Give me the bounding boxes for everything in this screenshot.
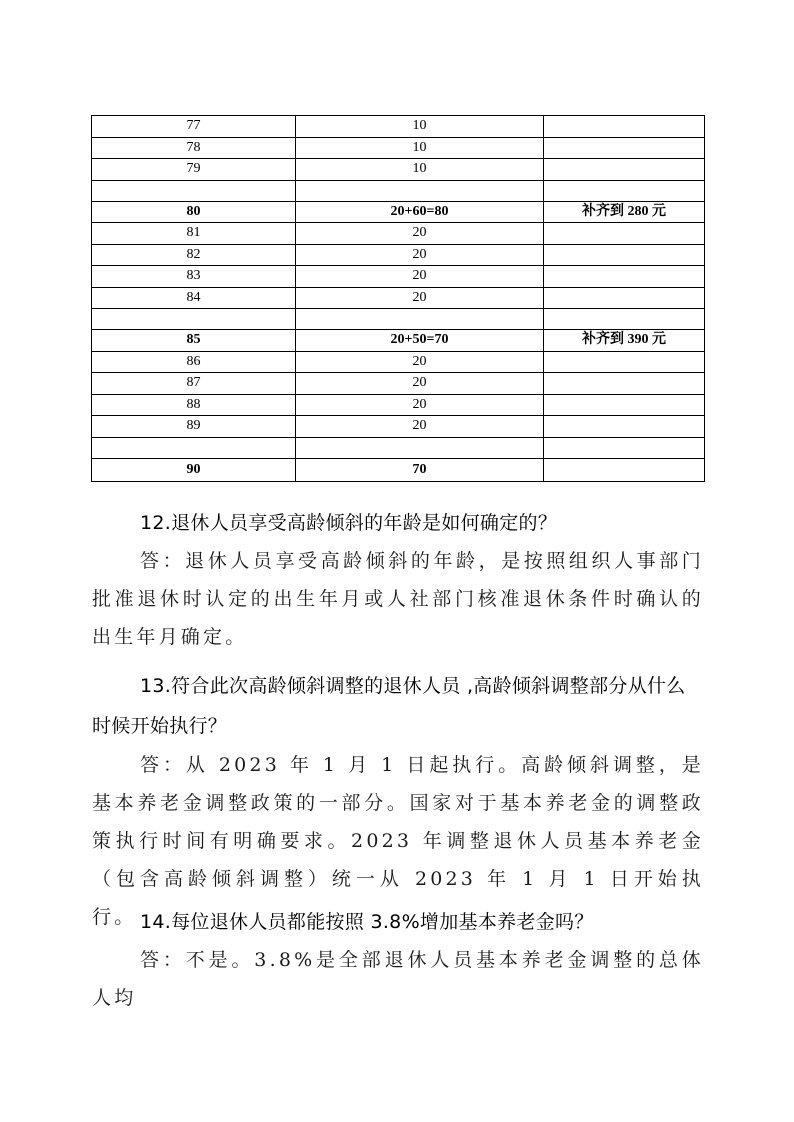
amount-cell: 20+60=80 bbox=[296, 201, 544, 223]
age-cell: 84 bbox=[92, 287, 296, 309]
age-cell: 77 bbox=[92, 116, 296, 138]
note-cell bbox=[544, 180, 705, 201]
question-14: 14.每位退休人员都能按照 3.8%增加基本养老金吗？ bbox=[140, 911, 594, 933]
note-cell bbox=[544, 416, 705, 438]
table-row bbox=[92, 137, 705, 159]
amount-cell: 20 bbox=[296, 287, 544, 309]
note-cell bbox=[544, 458, 705, 481]
note-cell bbox=[544, 266, 705, 288]
amount-cell: 20 bbox=[296, 351, 544, 373]
table-row bbox=[92, 223, 705, 245]
age-cell: 90 bbox=[92, 458, 296, 481]
age-cell: 87 bbox=[92, 373, 296, 395]
qa-section-13 bbox=[92, 666, 704, 936]
amount-cell: 20+50=70 bbox=[296, 330, 544, 352]
note-cell bbox=[544, 223, 705, 245]
table-row bbox=[92, 458, 705, 481]
age-adjustment-table bbox=[91, 115, 705, 482]
age-cell: 86 bbox=[92, 351, 296, 373]
amount-cell: 20 bbox=[296, 223, 544, 245]
table-row bbox=[92, 416, 705, 438]
note-cell bbox=[544, 373, 705, 395]
table-row bbox=[92, 266, 705, 288]
note-cell bbox=[544, 159, 705, 181]
table-row bbox=[92, 159, 705, 181]
note-cell bbox=[544, 394, 705, 416]
table-row bbox=[92, 437, 705, 458]
age-cell: 88 bbox=[92, 394, 296, 416]
note-cell bbox=[544, 351, 705, 373]
age-cell: 85 bbox=[92, 330, 296, 352]
note-cell bbox=[544, 137, 705, 159]
table-row bbox=[92, 309, 705, 330]
qa-section-12 bbox=[92, 504, 704, 656]
age-cell: 81 bbox=[92, 223, 296, 245]
table-row bbox=[92, 244, 705, 266]
answer-12: 答：退休人员享受高龄倾斜的年龄，是按照组织人事部门批准退休时认定的出生年月或人社部门核准退休条件时确认的出生年月确定。 bbox=[92, 550, 704, 648]
table-row bbox=[92, 116, 705, 138]
age-cell: 80 bbox=[92, 201, 296, 223]
amount-cell bbox=[296, 437, 544, 458]
amount-cell bbox=[296, 309, 544, 330]
note-cell bbox=[544, 437, 705, 458]
amount-cell: 20 bbox=[296, 373, 544, 395]
question-12: 12.退休人员享受高龄倾斜的年龄是如何确定的？ bbox=[140, 512, 558, 534]
answer-13: 答：从 2023 年 1 月 1 日起执行。高龄倾斜调整，是基本养老金调整政策的一部分。国家对于基本养老金的调整政策执行时间有明确要求。2023 年调整退休人员基本养老金（包含高龄倾斜调整）统一从 2023 年 1 月 1 日开始执行。 bbox=[92, 754, 704, 928]
table-row bbox=[92, 180, 705, 201]
age-cell: 82 bbox=[92, 244, 296, 266]
age-cell bbox=[92, 437, 296, 458]
table-row bbox=[92, 201, 705, 223]
note-cell bbox=[544, 287, 705, 309]
amount-cell: 10 bbox=[296, 137, 544, 159]
amount-cell: 10 bbox=[296, 116, 544, 138]
amount-cell: 20 bbox=[296, 266, 544, 288]
note-cell bbox=[544, 116, 705, 138]
amount-cell bbox=[296, 180, 544, 201]
table-row bbox=[92, 351, 705, 373]
amount-cell: 10 bbox=[296, 159, 544, 181]
note-cell: 补齐到 280 元 bbox=[544, 201, 705, 223]
amount-cell: 20 bbox=[296, 244, 544, 266]
table-row bbox=[92, 394, 705, 416]
question-13: 13.符合此次高龄倾斜调整的退休人员 ,高龄倾斜调整部分从什么时候开始执行？ bbox=[92, 675, 686, 737]
age-cell: 89 bbox=[92, 416, 296, 438]
table-body bbox=[92, 116, 705, 482]
table-row bbox=[92, 287, 705, 309]
answer-14: 答：不是。3.8%是全部退休人员基本养老金调整的总体人均 bbox=[92, 949, 704, 1009]
age-cell: 83 bbox=[92, 266, 296, 288]
note-cell bbox=[544, 309, 705, 330]
qa-section-14 bbox=[92, 903, 704, 1017]
age-cell: 78 bbox=[92, 137, 296, 159]
amount-cell: 20 bbox=[296, 416, 544, 438]
age-cell: 79 bbox=[92, 159, 296, 181]
table-row bbox=[92, 373, 705, 395]
note-cell: 补齐到 390 元 bbox=[544, 330, 705, 352]
table-row bbox=[92, 330, 705, 352]
amount-cell: 20 bbox=[296, 394, 544, 416]
amount-cell: 70 bbox=[296, 458, 544, 481]
note-cell bbox=[544, 244, 705, 266]
age-cell bbox=[92, 180, 296, 201]
age-cell bbox=[92, 309, 296, 330]
